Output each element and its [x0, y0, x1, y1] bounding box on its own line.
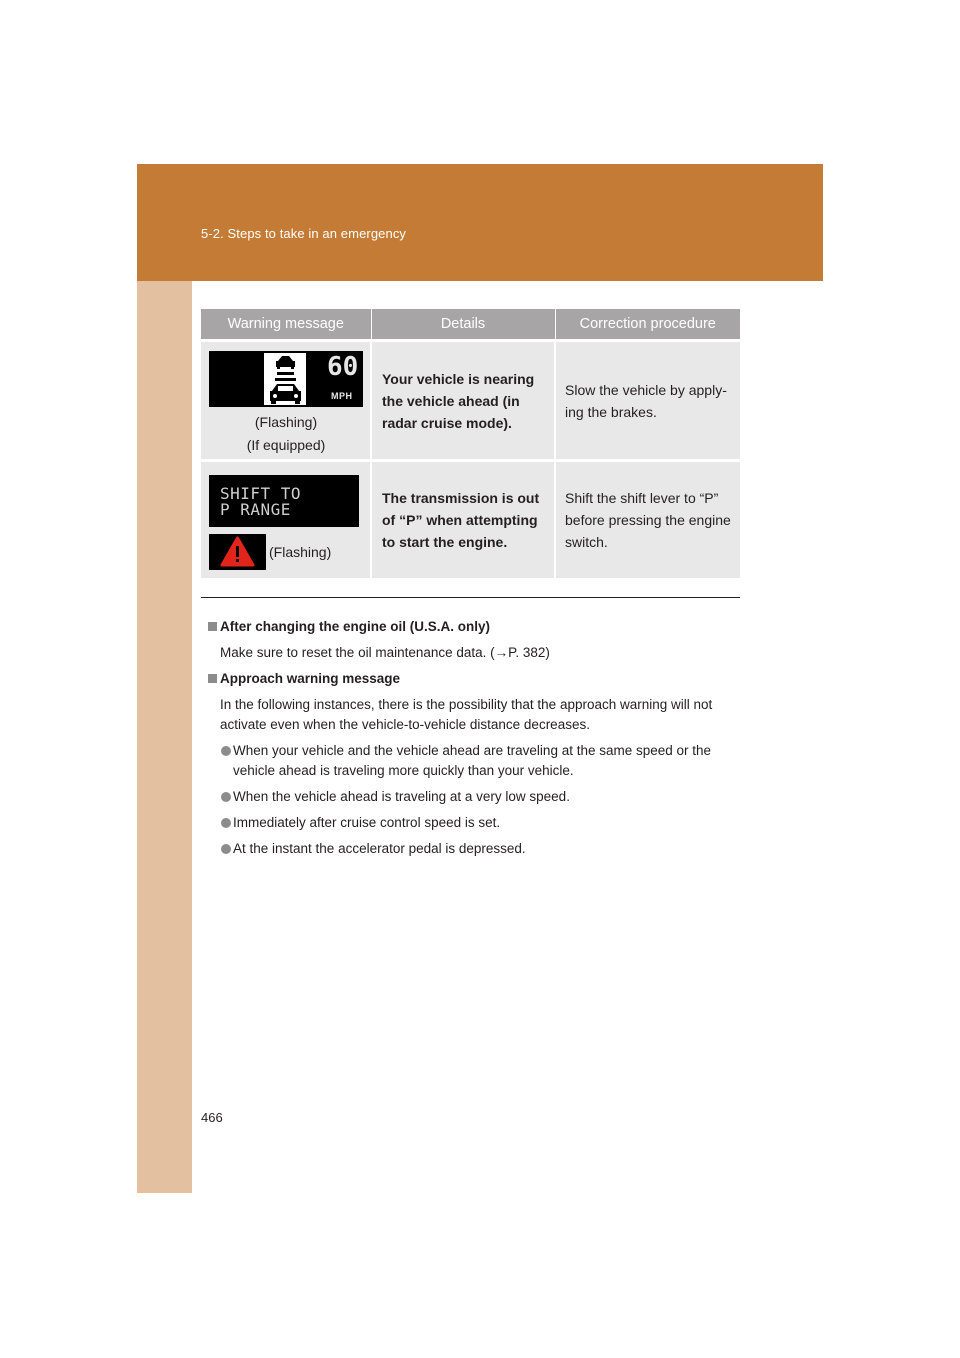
side-tab-band [137, 281, 192, 1193]
correction-cell: Shift the shift lever to “P” before pressing the engine switch. [555, 461, 740, 579]
list-item [208, 839, 740, 859]
header-band [137, 164, 823, 281]
details-cell: The transmission is out of “P” when attempting to start the engine. [371, 461, 555, 579]
list-item-text: At the instant the accelerator pedal is depressed. [233, 841, 526, 856]
column-header-correction: Correction procedure [555, 309, 740, 341]
column-header-warning: Warning message [201, 309, 371, 341]
approach-note-body: In the following instances, there is the possibility that the approach warning will not activate even when the vehicle-to-vehicle distance decreases. [220, 697, 713, 732]
column-header-details: Details [371, 309, 555, 341]
flashing-caption: (Flashing) [254, 414, 318, 430]
note-heading [208, 617, 740, 637]
if-equipped-caption: (If equipped) [246, 437, 326, 453]
table-row [201, 341, 740, 461]
table-row [201, 461, 740, 579]
square-bullet-icon [208, 622, 217, 631]
display-line-2: P RANGE [220, 500, 291, 519]
list-item-text: When your vehicle and the vehicle ahead are traveling at the same speed or the vehicle ahead is traveling more quickly than your vehicle. [233, 743, 712, 778]
distance-display [209, 351, 363, 407]
flashing-caption: (Flashing) [269, 544, 332, 560]
table-header-row [201, 309, 740, 341]
round-bullet-icon [221, 792, 231, 802]
round-bullet-icon [221, 818, 231, 828]
list-item [208, 787, 740, 807]
display-line-1: SHIFT TO [220, 484, 302, 503]
warning-table [201, 309, 740, 578]
note-heading [208, 669, 740, 689]
square-bullet-icon [208, 674, 217, 683]
list-item-text: Immediately after cruise control speed is set. [233, 815, 501, 830]
warning-message-cell [201, 461, 371, 579]
approach-heading-text: Approach warning message [220, 671, 401, 686]
section-title: 5-2. Steps to take in an emergency [201, 226, 407, 241]
notes-section [208, 617, 740, 865]
round-bullet-icon [221, 746, 231, 756]
oil-note-body: Make sure to reset the oil maintenance data. (→P. 382) [220, 645, 550, 660]
list-item [208, 741, 740, 781]
round-bullet-icon [221, 844, 231, 854]
list-item [208, 813, 740, 833]
warning-message-cell [201, 341, 371, 461]
shift-display [209, 475, 359, 527]
divider [201, 597, 740, 598]
warning-triangle-icon [209, 534, 266, 570]
warning-light [209, 534, 266, 570]
oil-heading-text: After changing the engine oil (U.S.A. only) [220, 619, 491, 634]
speed-unit: MPH [331, 391, 353, 401]
correction-cell: Slow the vehicle by apply-ing the brakes. [555, 341, 740, 461]
details-cell: Your vehicle is nearing the vehicle ahead (in radar cruise mode). [371, 341, 555, 461]
list-item-text: When the vehicle ahead is traveling at a very low speed. [233, 789, 570, 804]
page-number: 466 [201, 1110, 223, 1125]
speed-readout: 60 [327, 352, 359, 382]
